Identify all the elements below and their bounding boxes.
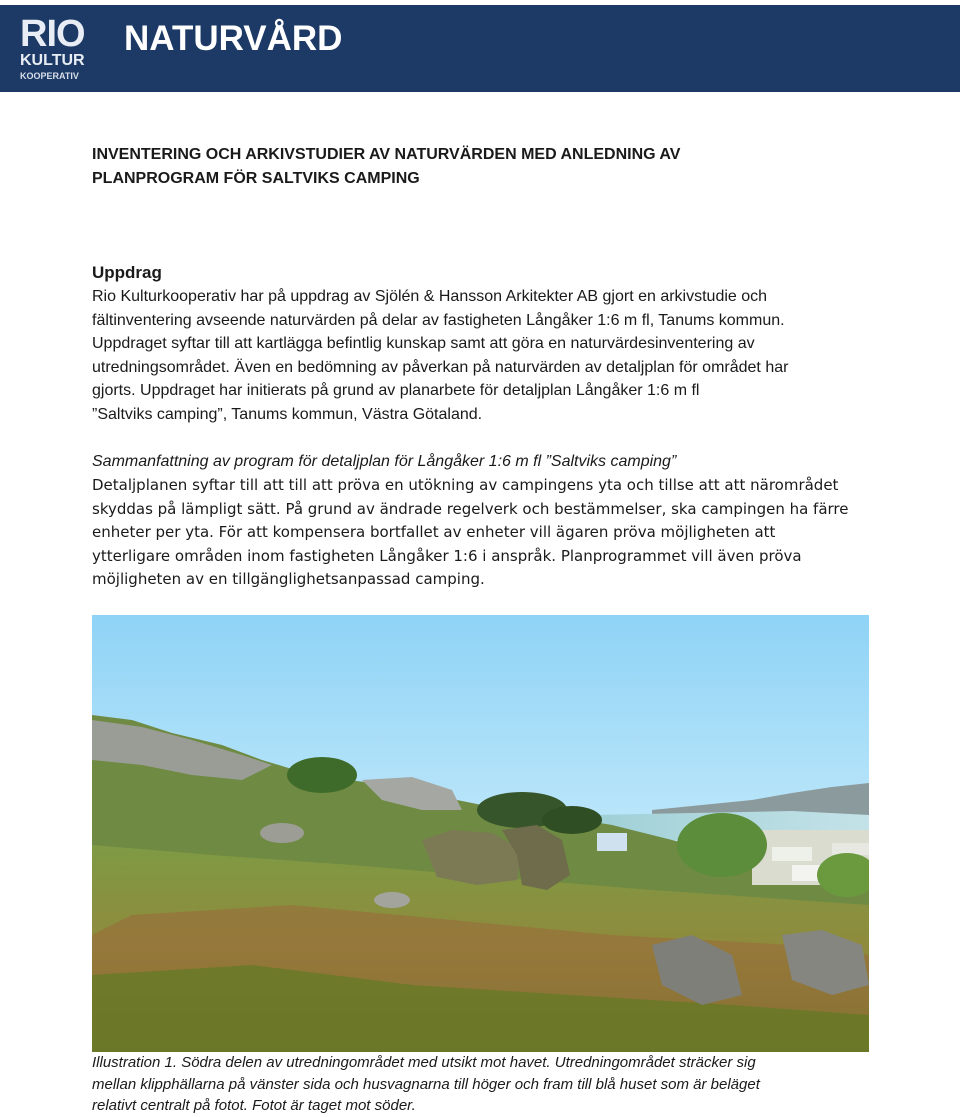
paragraph-line: Rio Kulturkooperativ har på uppdrag av Sjölén & Hansson Arkitekter AB gjort en arkivstudie och — [92, 288, 768, 305]
logo-kooperativ: KOOPERATIV — [20, 71, 79, 81]
paragraph-line: Uppdraget syftar till att kartlägga befintlig kunskap samt att göra en naturvärdesinventering av — [92, 335, 755, 353]
document-title-line: INVENTERING OCH ARKIVSTUDIER AV NATURVÄRDEN MED ANLEDNING AV — [92, 146, 681, 163]
paragraph-line: gjorts. Uppdraget har initierats på grund av planarbete för detaljplan Långåker 1:6 m fl — [92, 382, 700, 400]
sammanfattning-heading: Sammanfattning av program för detaljplan för Långåker 1:6 m fl ”Saltviks camping” — [92, 453, 677, 470]
paragraph-line: utredningsområdet. Även en bedömning av påverkan på naturvärden av detaljplan för området har — [92, 358, 789, 376]
document-title — [92, 143, 872, 191]
sammanfattning-paragraph — [92, 474, 882, 592]
logo-rio: RIO — [20, 13, 85, 55]
rio-kultur-logo — [20, 13, 100, 89]
logo-kultur: KULTUR — [20, 52, 85, 69]
uppdrag-paragraph — [92, 285, 882, 427]
header-title: NATURVÅRD — [124, 19, 343, 58]
paragraph-line: ytterligare områden inom fastigheten Långåker 1:6 i anspråk. Planprogrammet vill även pröva — [92, 546, 802, 565]
paragraph-line: skyddas på lämpligt sätt. På grund av ändrade regelverk och bestämmelser, ska campingen ha färre — [92, 499, 849, 518]
caption-line: mellan klipphällarna på vänster sida och husvagnarna till höger och fram till blå huset som är beläget — [92, 1075, 760, 1093]
photo-caption — [92, 1052, 882, 1117]
document-title-line: PLANPROGRAM FÖR SALTVIKS CAMPING — [92, 170, 420, 187]
landscape-photo — [92, 615, 869, 1052]
uppdrag-heading: Uppdrag — [92, 263, 162, 282]
paragraph-line: enheter per yta. För att kompensera bortfallet av enheter vill ägaren pröva möjligheten att — [92, 523, 776, 542]
caption-line: Illustration 1. Södra delen av utredningområdet med utsikt mot havet. Utredningområdet sträcker sig — [92, 1054, 756, 1071]
page-header — [0, 5, 960, 92]
paragraph-line: Detaljplanen syftar till att till att pröva en utökning av campingens yta och tillse att att närområdet — [92, 476, 839, 494]
landscape-photo-illustration — [92, 615, 869, 1052]
paragraph-line: fältinventering avseende naturvärden på delar av fastigheten Långåker 1:6 m fl, Tanums kommun. — [92, 311, 785, 329]
paragraph-line: ”Saltviks camping”, Tanums kommun, Västra Götaland. — [92, 405, 483, 423]
paragraph-line: möjligheten av en tillgänglighetsanpassad camping. — [92, 570, 485, 589]
caption-line: relativt centralt på fotot. Fotot är taget mot söder. — [92, 1097, 416, 1115]
